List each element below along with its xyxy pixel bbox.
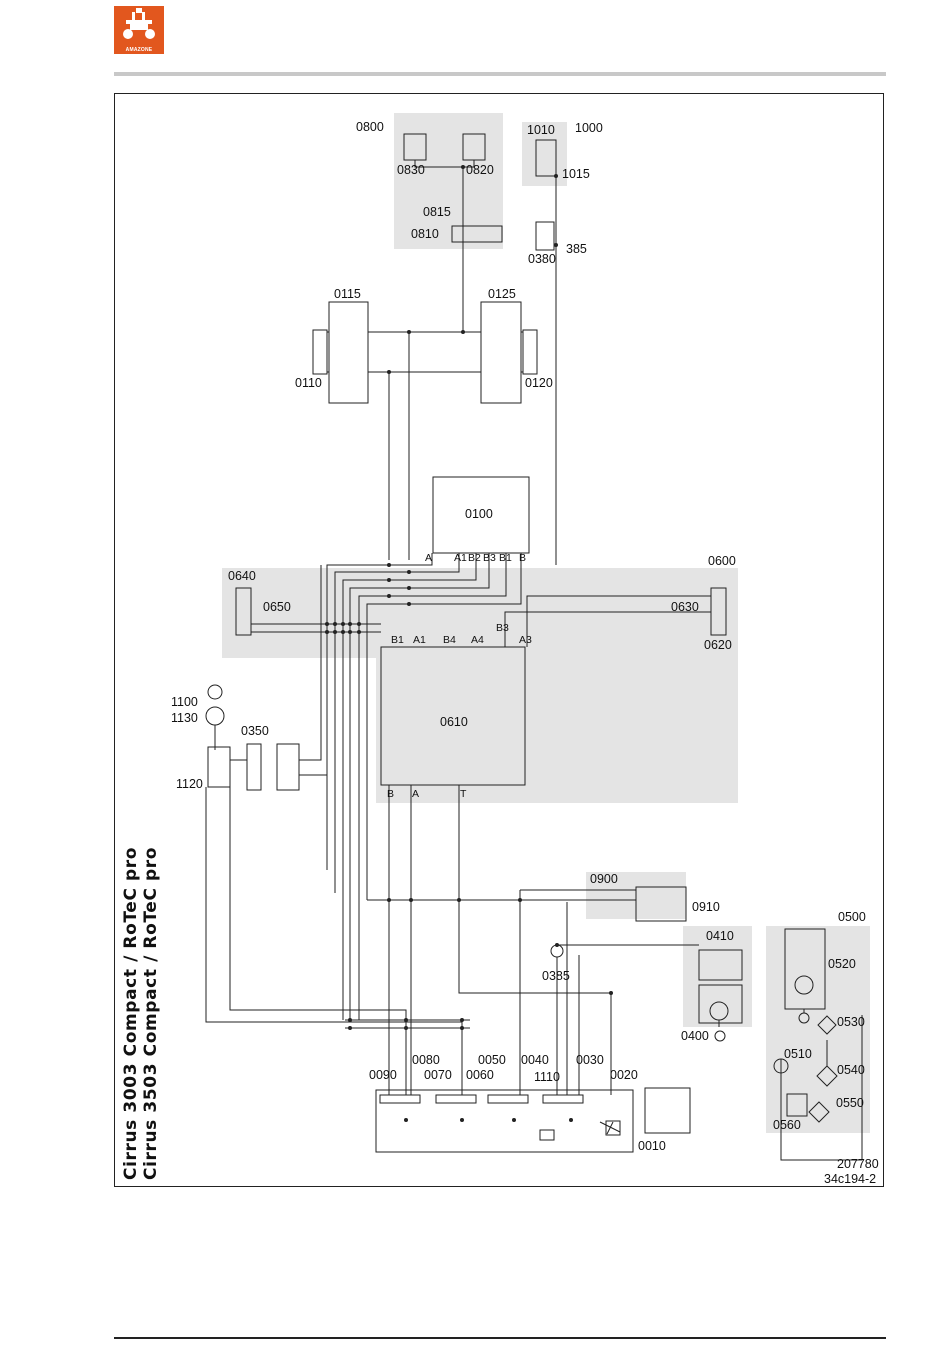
port-0100-b: B [519, 552, 527, 564]
label-0350: 0350 [241, 724, 269, 738]
label-0100: 0100 [465, 507, 493, 521]
label-385: 385 [566, 242, 587, 256]
label-1000: 1000 [575, 121, 603, 135]
control-valve-bank [380, 1095, 620, 1140]
port-0610-a4: A4 [471, 634, 484, 646]
port-0610-b1: B1 [391, 634, 404, 646]
label-0380: 0380 [528, 252, 556, 266]
label-0630: 0630 [671, 600, 699, 614]
label-0810: 0810 [411, 227, 439, 241]
label-1100: 1100 [171, 695, 198, 709]
drawing-file-ref: 34c194-2 [824, 1172, 877, 1186]
port-0100-a1: A1 [454, 552, 467, 564]
label-0060: 0060 [466, 1068, 494, 1082]
label-0620: 0620 [704, 638, 732, 652]
label-0510: 0510 [784, 1047, 812, 1061]
label-0640: 0640 [228, 569, 256, 583]
label-0410: 0410 [706, 929, 734, 943]
port-0100-b2: B2 [468, 552, 481, 564]
label-0560: 0560 [773, 1118, 801, 1132]
label-0385: 0385 [542, 969, 570, 983]
port-0610-t: T [460, 788, 467, 800]
brand-wordmark: AMAZONE [125, 47, 153, 53]
label-1110: 1110 [534, 1070, 560, 1084]
label-0910: 0910 [692, 900, 720, 914]
label-0820: 0820 [466, 163, 494, 177]
port-0610-a: A [412, 788, 420, 800]
label-1130: 1130 [171, 711, 198, 725]
port-0100-a: A [425, 552, 433, 564]
title-line-2: Cirrus 3503 Compact / RoTeC pro [141, 846, 161, 1180]
label-1010: 1010 [527, 123, 555, 137]
footer-rule [114, 1337, 886, 1339]
port-0610-b3: B3 [496, 622, 509, 634]
label-1120: 1120 [176, 777, 203, 791]
port-0100-b1: B1 [499, 552, 512, 564]
label-0400: 0400 [681, 1029, 709, 1043]
port-0610-a1: A1 [413, 634, 426, 646]
port-0610-b4: B4 [443, 634, 456, 646]
drawing-number: 207780 [837, 1157, 879, 1171]
label-0080: 0080 [412, 1053, 440, 1067]
label-0530: 0530 [837, 1015, 865, 1029]
label-0800: 0800 [356, 120, 384, 134]
label-0540: 0540 [837, 1063, 865, 1077]
label-0020: 0020 [610, 1068, 638, 1082]
label-0610: 0610 [440, 715, 468, 729]
label-0120: 0120 [525, 376, 553, 390]
port-0610-b: B [387, 788, 395, 800]
label-0815: 0815 [423, 205, 451, 219]
label-0010: 0010 [638, 1139, 666, 1153]
label-0115: 0115 [334, 287, 361, 301]
machine-title [121, 847, 161, 1180]
label-0520: 0520 [828, 957, 856, 971]
label-0500: 0500 [838, 910, 866, 924]
label-0125: 0125 [488, 287, 516, 301]
label-0550: 0550 [836, 1096, 864, 1110]
label-0830: 0830 [397, 163, 425, 177]
label-0600: 0600 [708, 554, 736, 568]
title-line-1: Cirrus 3003 Compact / RoTeC pro [121, 846, 141, 1180]
port-0610-a3: A3 [519, 634, 532, 646]
label-0030: 0030 [576, 1053, 604, 1067]
label-0090: 0090 [369, 1068, 397, 1082]
label-0070: 0070 [424, 1068, 452, 1082]
port-0100-b3: B3 [483, 552, 496, 564]
label-0040: 0040 [521, 1053, 549, 1067]
label-0110: 0110 [295, 376, 322, 390]
label-0650: 0650 [263, 600, 291, 614]
label-0900: 0900 [590, 872, 618, 886]
label-0050: 0050 [478, 1053, 506, 1067]
label-1015: 1015 [562, 167, 590, 181]
